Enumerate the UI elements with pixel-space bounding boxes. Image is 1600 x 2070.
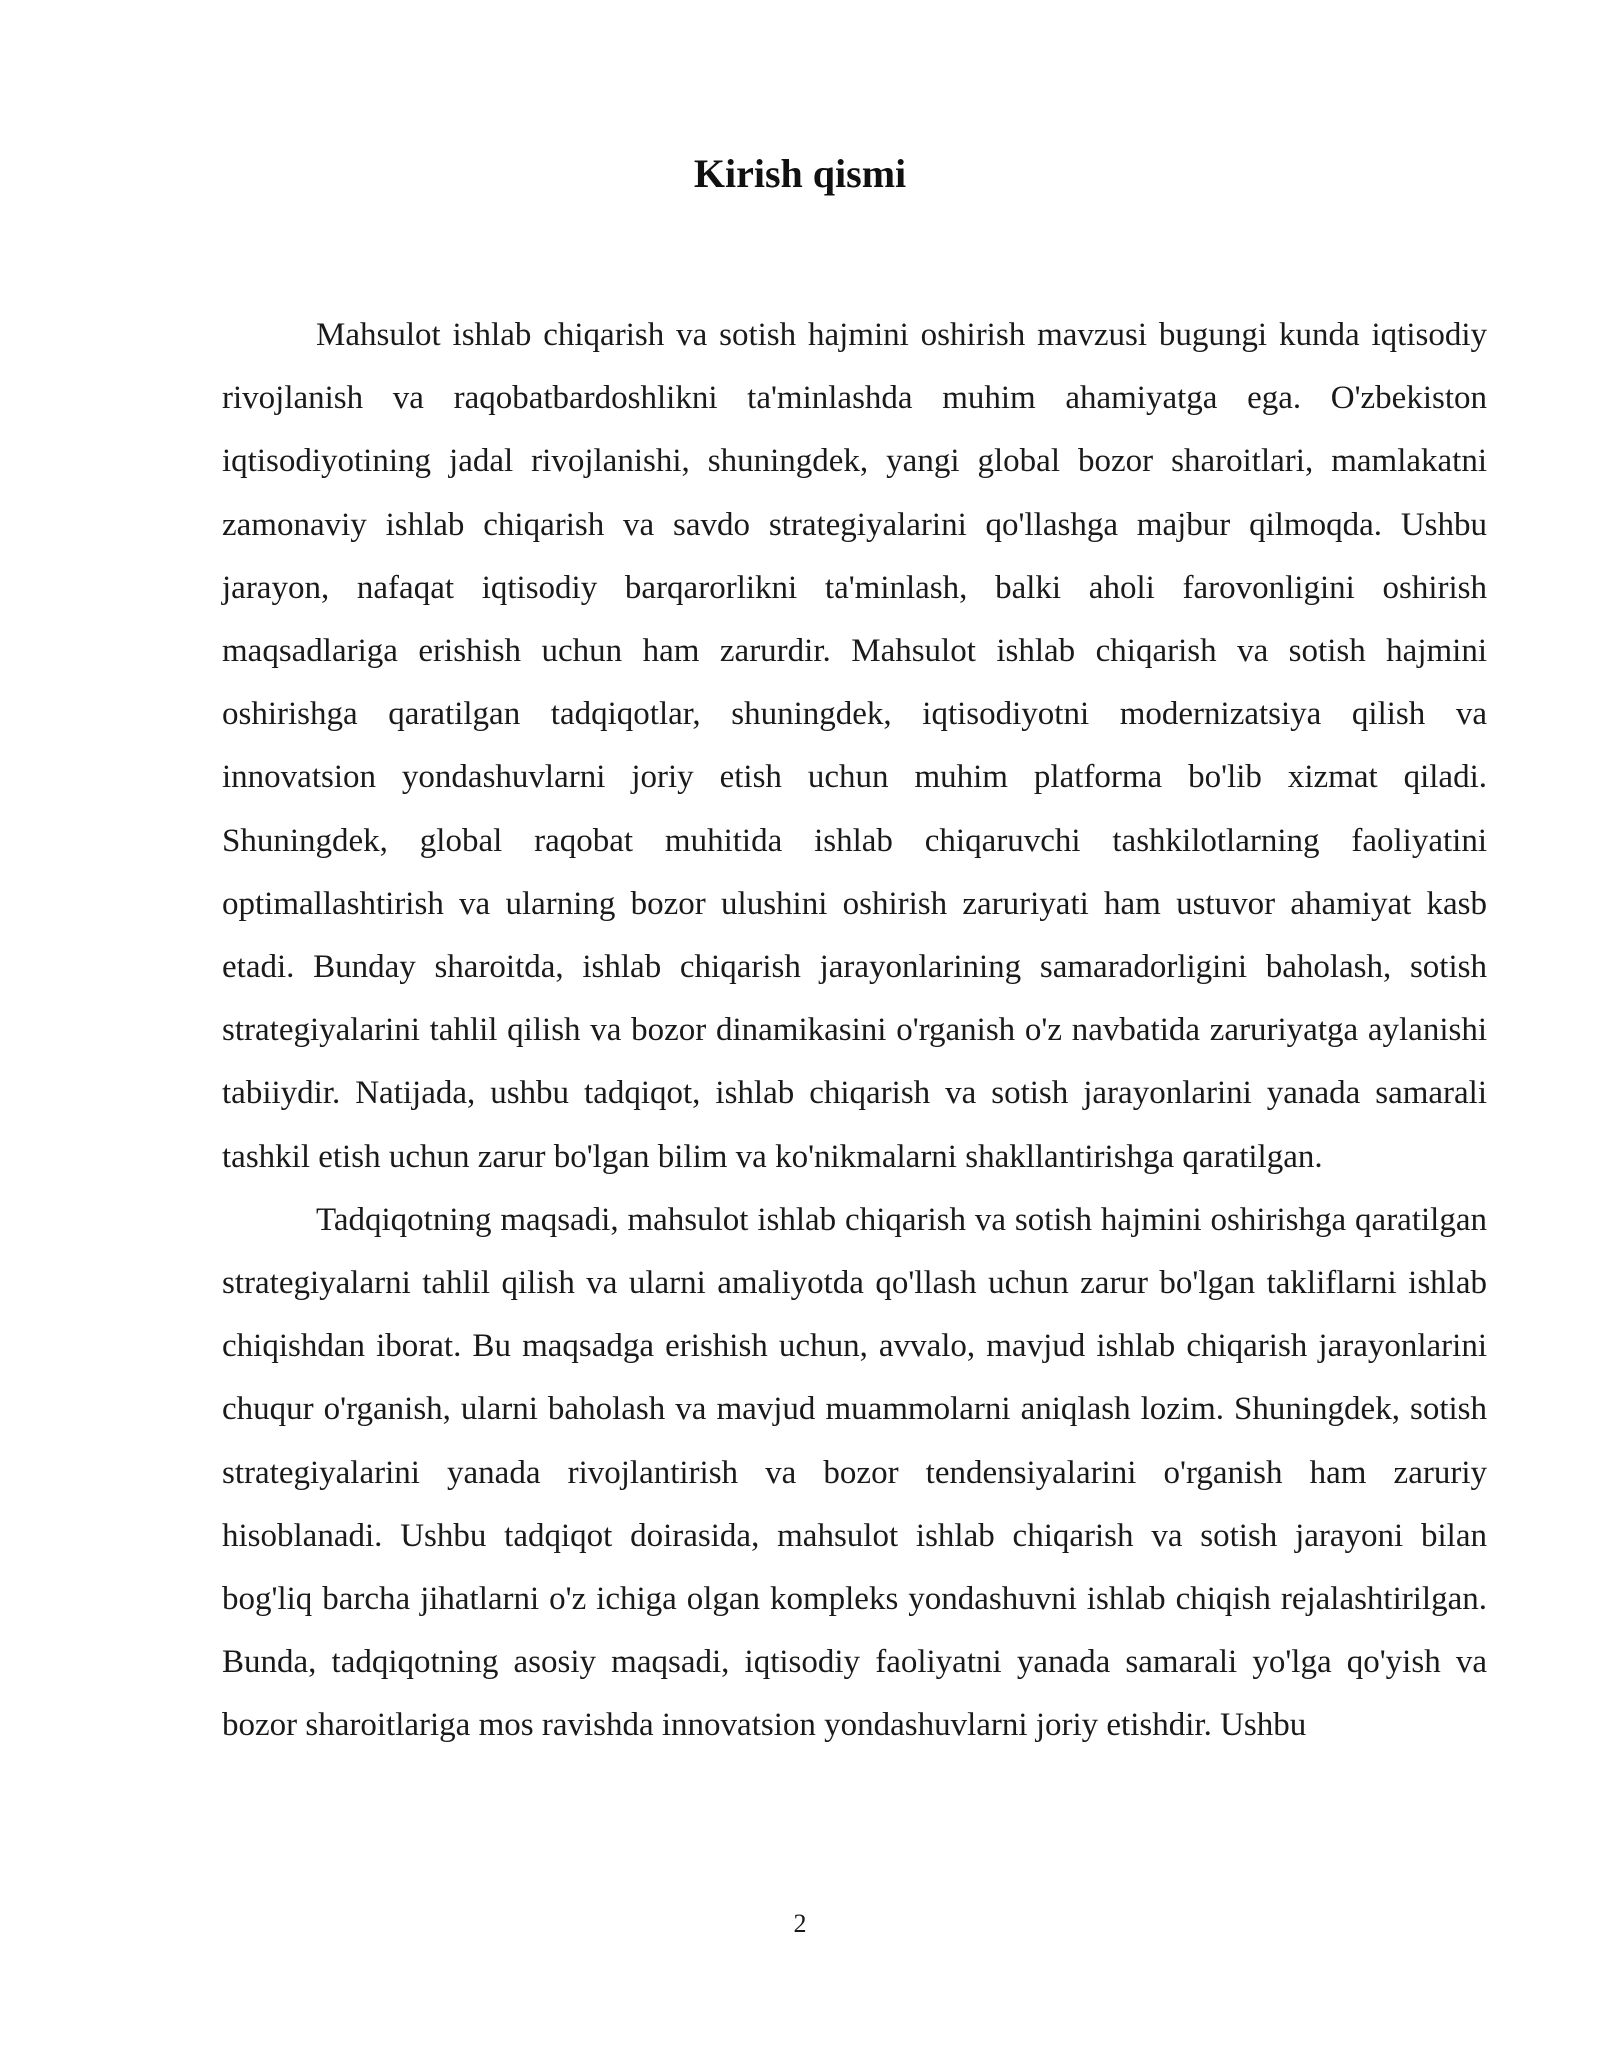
paragraph-research-goal: Tadqiqotning maqsadi, mahsulot ishlab chiqarish va sotish hajmini oshirishga qaratilgan strategiyalarni tahlil qilish va ularni amaliyotda qo'llash uchun zarur bo'lgan takliflarni ishlab chiqishdan iborat. Bu maqsadga erishish uchun, avvalo, mavjud ishlab chiqarish jarayonlarini chuqur o'rganish, ularni baholash va mavjud muammolarni aniqlash lozim. Shuningdek, sotish strategiyalarini yanada rivojlantirish va bozor tendensiyalarini o'rganish ham zaruriy hisoblanadi. Ushbu tadqiqot doirasida, mahsulot ishlab chiqarish va sotish jarayoni bilan bog'liq barcha jihatlarni o'z ichiga olgan kompleks yondashuvni ishlab chiqish rejalashtirilgan. Bunda, tadqiqotning asosiy maqsadi, iqtisodiy faoliyatni yanada samarali yo'lga qo'yish va bozor sharoitlariga mos ravishda innovatsion yondashuvlarni joriy etishdir. Ushbu: [222, 1201, 1487, 1744]
page-title: Kirish qismi: [693, 151, 907, 196]
paragraph-introduction: Mahsulot ishlab chiqarish va sotish hajmini oshirish mavzusi bugungi kunda iqtisodiy rivojlanish va raqobatbardoshlikni ta'minlashda muhim ahamiyatga ega. O'zbekiston iqtisodiyotining jadal rivojlanishi, shuningdek, yangi global bozor sharoitlari, mamlakatni zamonaviy ishlab chiqarish va savdo strategiyalarini qo'llashga majbur qilmoqda. Ushbu jarayon, nafaqat iqtisodiy barqarorlikni ta'minlash, balki aholi farovonligini oshirish maqsadlariga erishish uchun ham zarurdir. Mahsulot ishlab chiqarish va sotish hajmini oshirishga qaratilgan tadqiqotlar, shuningdek, iqtisodiyotni modernizatsiya qilish va innovatsion yondashuvlarni joriy etish uchun muhim platforma bo'lib xizmat qiladi. Shuningdek, global raqobat muhitida ishlab chiqaruvchi tashkilotlarning faoliyatini optimallashtirish va ularning bozor ulushini oshirish zaruriyati ham ustuvor ahamiyat kasb etadi. Bunday sharoitda, ishlab chiqarish jarayonlarining samaradorligini baholash, sotish strategiyalarini tahlil qilish va bozor dinamikasini o'rganish o'z navbatida zaruriyatga aylanishi tabiiydir. Natijada, ushbu tadqiqot, ishlab chiqarish va sotish jarayonlarini yanada samarali tashkil etish uchun zarur bo'lgan bilim va ko'nikmalarni shakllantirishga qaratilgan.: [222, 317, 1487, 1175]
page-number: 2: [793, 1909, 807, 1938]
document-body: [222, 304, 1487, 1758]
